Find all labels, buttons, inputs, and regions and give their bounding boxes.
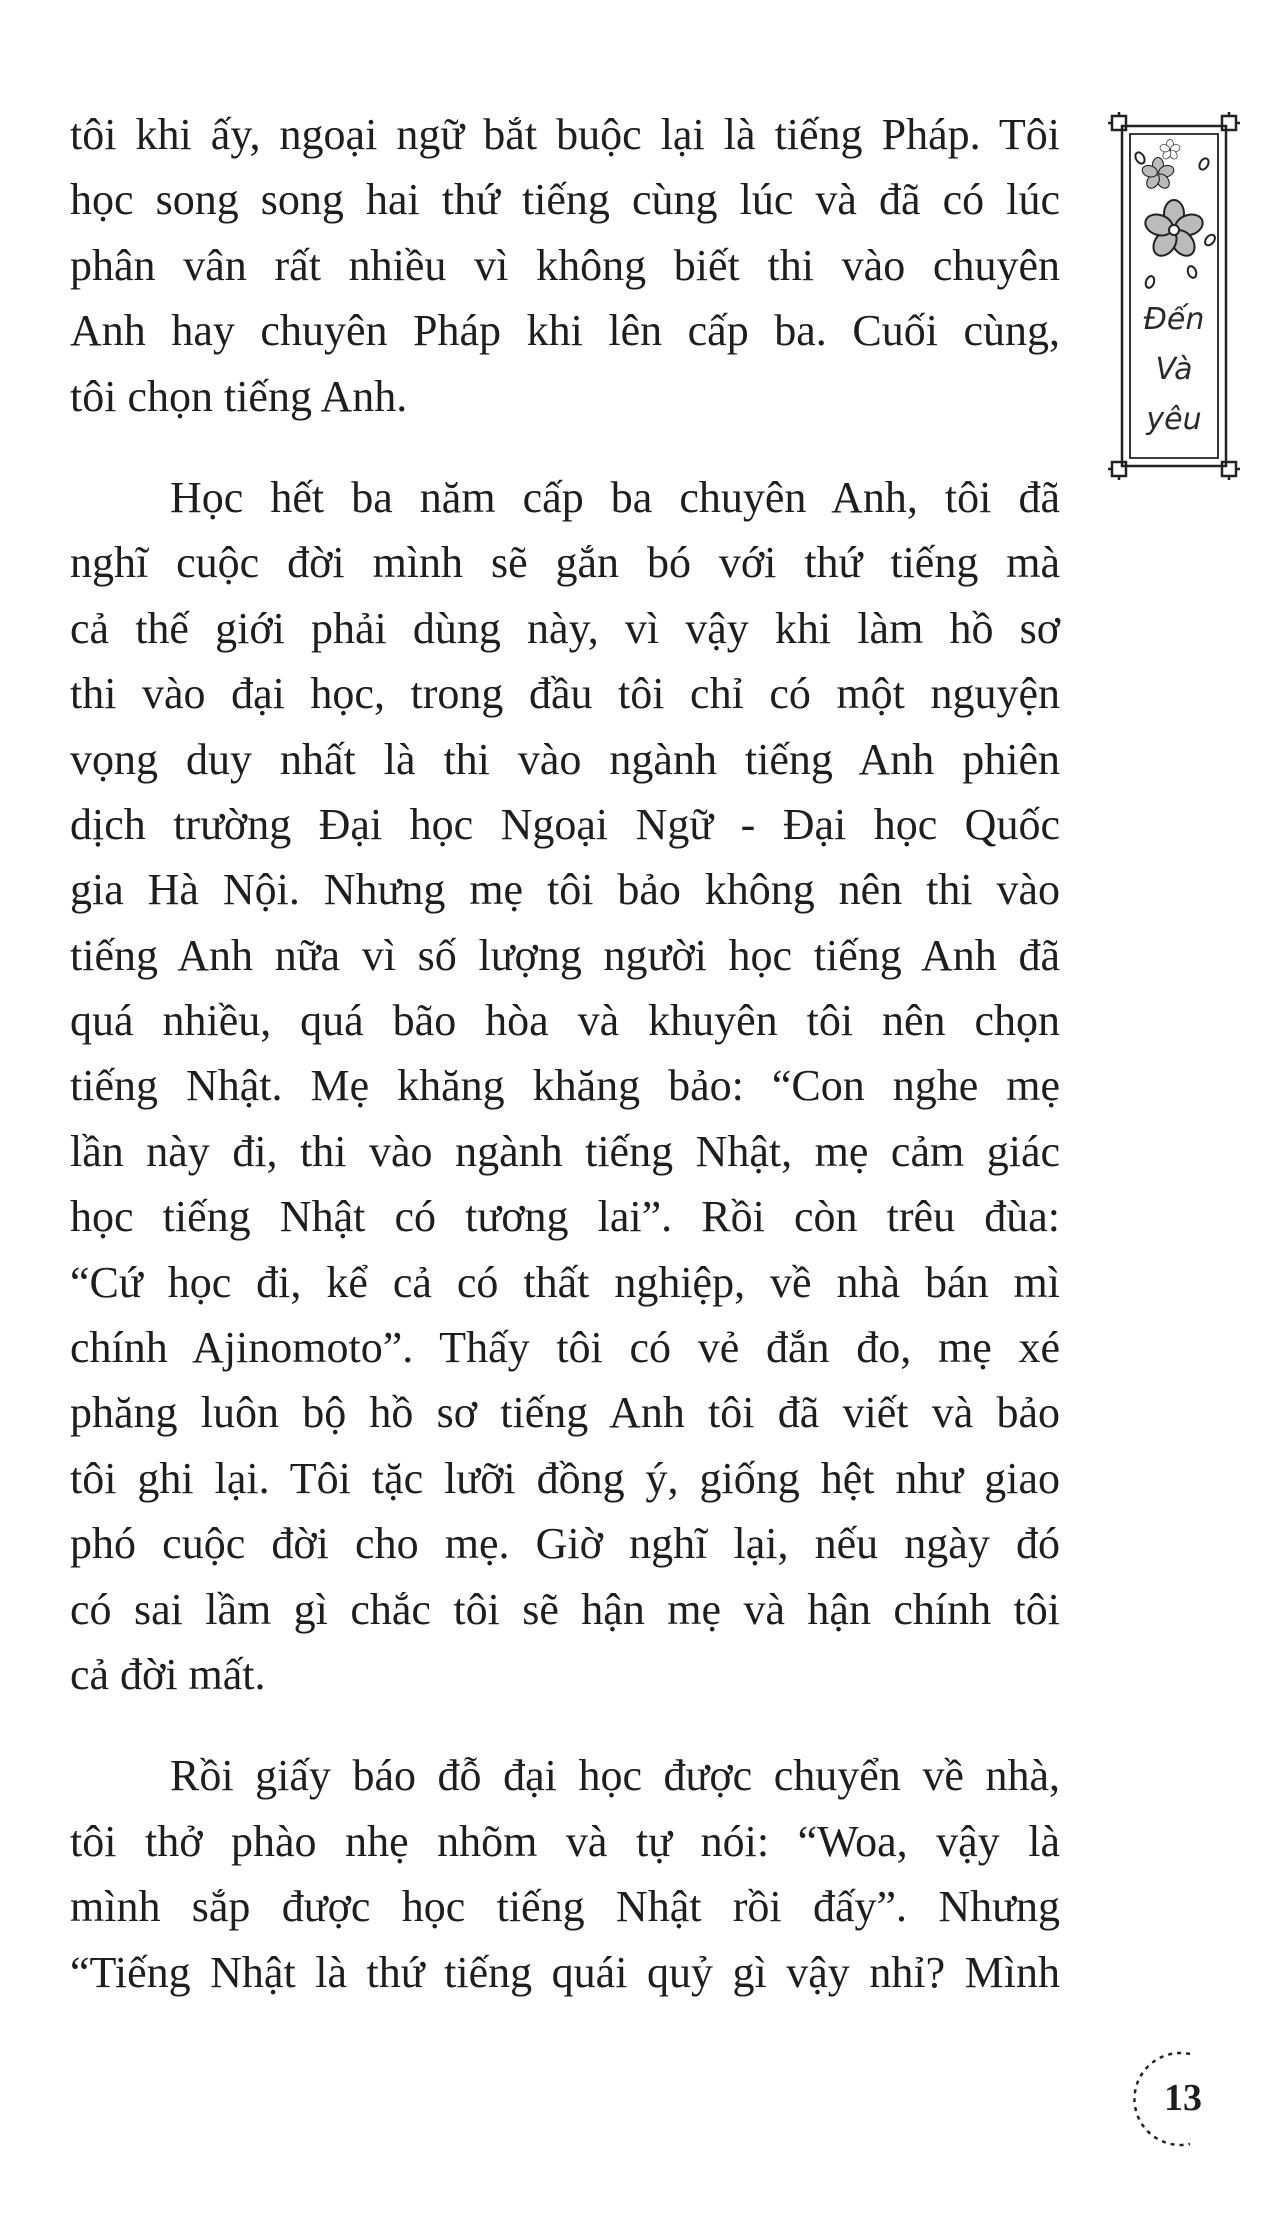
text-line: tiếng Nhật. Mẹ khăng khăng bảo: “Con nghe mẹ	[70, 1061, 1060, 1111]
text-line: quá nhiều, quá bão hòa và khuyên tôi nên chọn	[70, 996, 1060, 1046]
paragraph-1	[70, 102, 1060, 429]
text-line: “Cứ học đi, kể cả có thất nghiệp, về nhà bán mì	[70, 1257, 1060, 1307]
text-line: mình sắp được học tiếng Nhật rồi đấy”. Nhưng	[70, 1882, 1060, 1932]
text-line: thi vào đại học, trong đầu tôi chỉ có một nguyện	[70, 669, 1060, 719]
text-line: tôi khi ấy, ngoại ngữ bắt buộc lại là tiếng Pháp. Tôi	[70, 110, 1060, 159]
text-line: tôi chọn tiếng Anh.	[70, 371, 408, 421]
text-line: vọng duy nhất là thi vào ngành tiếng Anh phiên	[70, 734, 1060, 784]
text-line: gia Hà Nội. Nhưng mẹ tôi bảo không nên thi vào	[70, 865, 1060, 915]
text-line: tôi ghi lại. Tôi tặc lưỡi đồng ý, giống hệt như giao	[70, 1453, 1060, 1503]
page-number-badge	[1118, 2040, 1236, 2158]
text-line: Rồi giấy báo đỗ đại học được chuyển về nhà,	[170, 1751, 1060, 1801]
text-line: cả thế giới phải dùng này, vì vậy khi làm hồ sơ	[70, 603, 1060, 653]
text-line: Học hết ba năm cấp ba chuyên Anh, tôi đã	[170, 472, 1060, 522]
text-line: lần này đi, thi vào ngành tiếng Nhật, mẹ cảm giác	[70, 1126, 1060, 1176]
paragraph-2	[70, 465, 1060, 1707]
text-line: có sai lầm gì chắc tôi sẽ hận mẹ và hận chính tôi	[70, 1584, 1060, 1634]
text-line: chính Ajinomoto”. Thấy tôi có vẻ đắn đo, mẹ xé	[70, 1323, 1060, 1373]
sidebar-title-line-3: yêu	[1146, 402, 1202, 437]
paragraph-3	[70, 1743, 1060, 2005]
sidebar-title-line-1: Đến	[1143, 302, 1205, 337]
text-line: cả đời mất.	[70, 1649, 266, 1699]
text-line: học tiếng Nhật có tương lai”. Rồi còn trêu đùa:	[70, 1192, 1060, 1242]
text-line: tôi thở phào nhẹ nhõm và tự nói: “Woa, vậy là	[70, 1816, 1060, 1866]
text-line: nghĩ cuộc đời mình sẽ gắn bó với thứ tiếng mà	[70, 538, 1060, 588]
text-line: phăng luôn bộ hồ sơ tiếng Anh tôi đã viết và bảo	[70, 1388, 1060, 1438]
text-line: tiếng Anh nữa vì số lượng người học tiếng Anh đã	[70, 930, 1060, 980]
page-body-text	[70, 102, 1060, 2005]
page-number: 13	[1164, 2077, 1202, 2119]
text-line: dịch trường Đại học Ngoại Ngữ - Đại học Quốc	[70, 799, 1060, 849]
text-line: phân vân rất nhiều vì không biết thi vào chuyên	[70, 240, 1060, 290]
text-line: phó cuộc đời cho mẹ. Giờ nghĩ lại, nếu ngày đó	[70, 1519, 1060, 1569]
text-line: “Tiếng Nhật là thứ tiếng quái quỷ gì vậy nhỉ? Mình	[70, 1947, 1060, 1997]
chapter-sidebar	[1108, 112, 1240, 480]
sidebar-title-line-2: Và	[1155, 352, 1193, 387]
text-line: học song song hai thứ tiếng cùng lúc và đã có lúc	[70, 175, 1060, 225]
cherry-blossom-icon	[1134, 140, 1217, 290]
text-line: Anh hay chuyên Pháp khi lên cấp ba. Cuối cùng,	[70, 306, 1060, 356]
